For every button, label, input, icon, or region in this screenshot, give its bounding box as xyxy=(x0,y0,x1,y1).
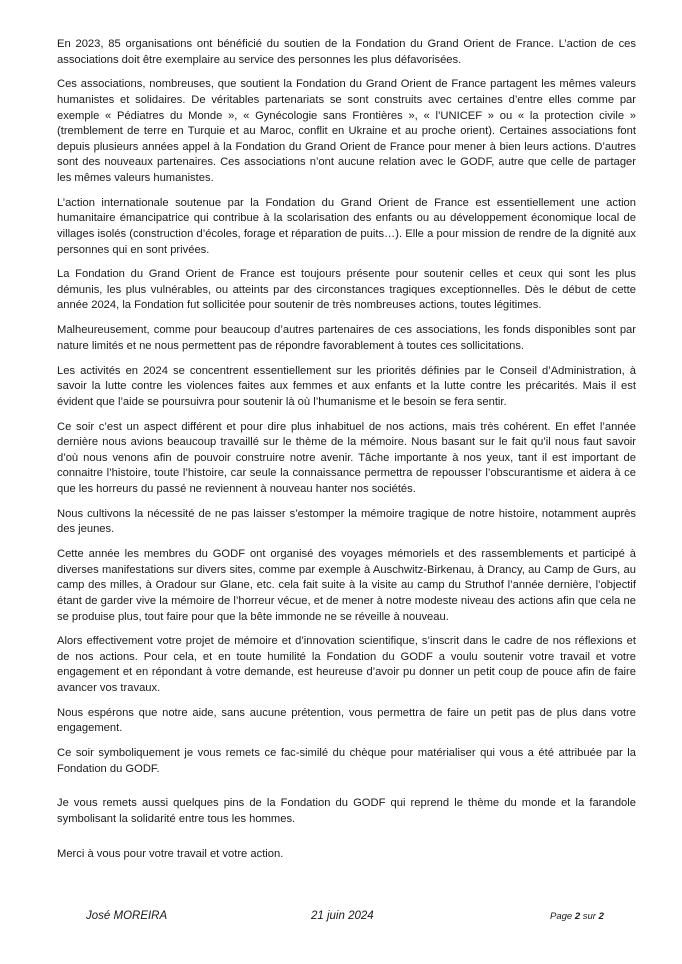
paragraph-1: En 2023, 85 organisations ont bénéficié du soutien de la Fondation du Grand Orient de France. L’action de ces associations doit être exemplaire au service des personnes les plus défavorisées. xyxy=(57,38,636,66)
footer-date: 21 juin 2024 xyxy=(311,910,374,922)
footer-author: José MOREIRA xyxy=(86,910,168,922)
footer-page-number xyxy=(550,911,604,922)
paragraph-4: La Fondation du Grand Orient de France est toujours présente pour soutenir celles et ceux qui sont les plus démunis, les plus vulnérables, ou atteints par des circonstances tragiques exceptionnelles. Dès le début de cette année 2024, la Fondation fut sollicitée pour soutenir de très nombreuses actions, toutes légitimes. xyxy=(57,268,636,312)
paragraph-10: Alors effectivement votre projet de mémoire et d’innovation scientifique, s’inscrit dans le cadre de nos réflexions et de nos actions. Pour cela, et en toute humilité la Fondation du GODF a voulu soutenir votre travail et votre engagement et en répondant à votre demande, est heureuse d’avoir pu donner un petit coup de pouce afin de faire avancer vos travaux. xyxy=(57,635,636,695)
paragraph-13: Je vous remets aussi quelques pins de la Fondation du GODF qui reprend le thème du monde et la farandole symbolisant la solidarité entre tous les hommes. xyxy=(57,797,636,825)
paragraph-9: Cette année les membres du GODF ont organisé des voyages mémoriels et des rassemblements et participé à diverses manifestations sur divers sites, comme par exemple à Auschwitz-Birkenau, à Drancy, au Camp de Gurs, au camp des milles, à Oradour sur Glane, etc. cela fait suite à la visite au camp du Struthof l’année dernière, l’objectif étant de garder vive la mémoire de l’horreur vécue, et de mener à notre modeste niveau des actions afin que cela ne se produise plus, tout faire pour que la bête immonde ne se réveille à nouveau. xyxy=(57,548,636,623)
document-body xyxy=(57,37,636,871)
page-total: 2 xyxy=(598,911,604,922)
paragraph-8: Nous cultivons la nécessité de ne pas laisser s’estomper la mémoire tragique de notre histoire, notamment auprès des jeunes. xyxy=(57,507,636,536)
paragraph-12: Ce soir symboliquement je vous remets ce fac-similé du chèque pour matérialiser qui vous a été attribuée par la Fondation du GODF. xyxy=(57,747,636,775)
paragraph-11: Nous espérons que notre aide, sans aucune prétention, vous permettra de faire un petit pas de plus dans votre engagement. xyxy=(57,706,636,735)
paragraph-2: Ces associations, nombreuses, que soutient la Fondation du Grand Orient de France partagent les mêmes valeurs humanistes et solidaires. De véritables partenariats se sont construits avec certaines d’entre elles comme par exemple « Pédiatres du Monde », « Gynécologie sans Frontières », « l’UNICEF » ou « la protection civile » (tremblement de terre en Turquie et au Maroc, conflit en Ukraine et au proche orient). Certaines associations font depuis plusieurs années appel à la Fondation du Grand Orient de France pour mener à bien leurs actions. D’autres sont des nouveaux partenaires. Ces associations n’ont aucune relation avec le GODF, autre que celle de partager les mêmes valeurs humanistes. xyxy=(57,78,636,184)
paragraph-7: Ce soir c’est un aspect différent et pour dire plus inhabituel de nos actions, mais très cohérent. En effet l’année dernière nous avions beaucoup travaillé sur le thème de la mémoire. Nous basant sur le fait qu’il nous faut savoir d’où nous venons afin de pouvoir construire notre avenir. Tâche importante à nos yeux, tant il est important de connaitre l’histoire, toute l’histoire, car seule la connaissance permettra de repousser l’obscurantisme et aidera à ce que les horreurs du passé ne reviennent à nouveau hanter nos sociétés. xyxy=(57,420,636,495)
paragraph-6: Les activités en 2024 se concentrent essentiellement sur les priorités définies par le Conseil d’Administration, à savoir la lutte contre les violences faites aux femmes et aux enfants et la lutte contre les précarités. Mais il est évident que l’aide se poursuivra pour soutenir là où l’humanisme et le besoin se fera sentir. xyxy=(57,364,636,408)
page-current: 2 xyxy=(574,911,581,922)
page-sep: sur xyxy=(580,911,599,922)
paragraph-5: Malheureusement, comme pour beaucoup d’autres partenaires de ces associations, les fonds disponibles sont par nature limités et ne nous permettent pas de répondre favorablement à toutes ces sollicitations. xyxy=(57,324,636,352)
paragraph-14: Merci à vous pour votre travail et votre action. xyxy=(57,847,284,860)
page-prefix: Page xyxy=(550,911,575,922)
paragraph-3: L’action internationale soutenue par la Fondation du Grand Orient de France est essentiellement une action humanitaire émancipatrice qui contribue à la scolarisation des enfants ou au développement économique local de villages isolés (construction d’écoles, forage et réparation de puits…). Elle a pour mission de rendre de la dignité aux personnes qui en sont privées. xyxy=(57,196,636,256)
page-footer xyxy=(0,910,682,926)
